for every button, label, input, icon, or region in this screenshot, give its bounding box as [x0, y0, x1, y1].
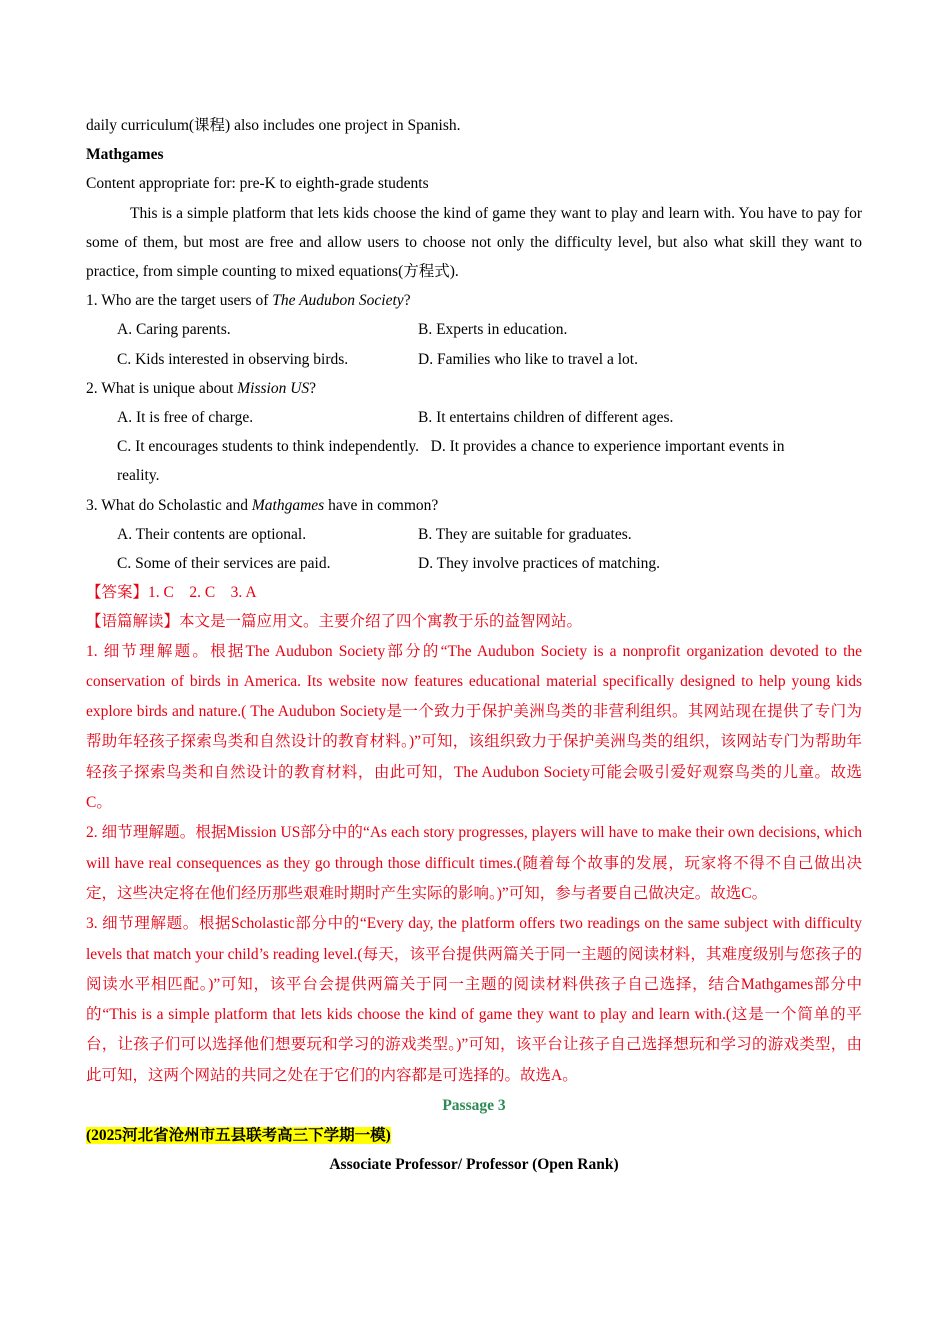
mathgames-heading: Mathgames: [86, 146, 164, 164]
question-3-options-row-2: [86, 549, 862, 578]
question-1-stem: 1. Who are the target users of The Audubon Society?: [86, 292, 411, 310]
explanation-2: 2. 细节理解题。根据Mission US部分中的“As each story progresses, players will have to make their own decisions, which will have real consequences as they go through those difficult times.(随着每个故事的发展，玩家将不得不自己做出决定，这些决定将在他们经历那些艰难时期时产生实际的影响。)”可知，参与者要自己做决定。故选C。: [86, 824, 862, 902]
option-d: D. Families who like to travel a lot.: [418, 350, 638, 368]
option-d: D. It provides a chance to experience important events in: [430, 438, 785, 456]
option-c: C. Some of their services are paid.: [117, 554, 331, 572]
question-2-options-row-1: [86, 403, 862, 432]
passage-label: Passage 3: [442, 1097, 506, 1115]
option-b: B. They are suitable for graduates.: [418, 525, 632, 543]
question-3-options-row-1: [86, 520, 862, 549]
option-b: B. Experts in education.: [418, 321, 568, 339]
question-2-option-d-continued: reality.: [117, 467, 160, 485]
mathgames-paragraph: This is a simple platform that lets kids choose the kind of game they want to play and learn with. You have to pay for some of them, but most are free and allow users to choose not only the difficulty level, but also what skill they want to practice, from simple counting to mixed equations(方程式).: [86, 204, 862, 281]
option-c: C. Kids interested in observing birds.: [117, 350, 349, 368]
question-3-stem: 3. What do Scholastic and Mathgames have in common?: [86, 496, 439, 514]
intro-line: daily curriculum(课程) also includes one project in Spanish.: [86, 117, 461, 134]
option-a: A. It is free of charge.: [117, 409, 254, 426]
question-1-options-row-1: [86, 315, 862, 344]
question-2-options-row-2: [86, 432, 862, 461]
analysis-title: 【语篇解读】本文是一篇应用文。主要介绍了四个寓教于乐的益智网站。: [86, 613, 583, 631]
option-b: B. It entertains children of different ages.: [418, 409, 674, 426]
next-passage-title: Associate Professor/ Professor (Open Rank): [329, 1156, 619, 1174]
option-d: D. They involve practices of matching.: [418, 554, 661, 572]
mathgames-content-line: Content appropriate for: pre-K to eighth-grade students: [86, 175, 429, 193]
explanation-1: 1. 细节理解题。根据The Audubon Society部分的“The Audubon Society is a nonprofit organization devoted to the conservation of birds in America. Its website now features educational material specifically designed to help young kids explore birds and nature.( The Audubon Society是一个致力于保护美洲鸟类的非营利组织。其网站现在提供了专门为帮助年轻孩子探索鸟类和自然设计的教育材料。)”可知，该组织致力于保护美洲鸟类的组织，该网站专门为帮助年轻孩子探索鸟类和自然设计的教育材料，由此可知，The Audubon Society可能会吸引爱好观察鸟类的儿童。故选C。: [86, 642, 862, 812]
option-c: C. It encourages students to think independently.: [117, 438, 420, 456]
source-tag-line: [86, 1121, 862, 1150]
option-a: A. Caring parents.: [117, 321, 231, 339]
option-a: A. Their contents are optional.: [117, 525, 307, 543]
question-2-stem: 2. What is unique about Mission US?: [86, 379, 317, 397]
question-1-options-row-2: [86, 345, 862, 374]
source-tag: (2025河北省沧州市五县联考高三下学期一模): [86, 1127, 391, 1145]
answer-line: 【答案】1. C 2. C 3. A: [86, 584, 257, 602]
document-page: [86, 111, 862, 1180]
explanation-3: 3. 细节理解题。根据Scholastic部分中的“Every day, the platform offers two readings on the same subject with difficulty levels that match your child’s reading level.(每天，该平台提供两篇关于同一主题的阅读材料，其难度级别与您孩子的阅读水平相匹配。)”可知，该平台会提供两篇关于同一主题的阅读材料供孩子自己选择，结合Mathgames部分中的“This is a simple platform that lets kids choose the kind of game they want to play and learn with.(这是一个简单的平台，让孩子们可以选择他们想要玩和学习的游戏类型。)”可知，该平台让孩子自己选择想玩和学习的游戏类型，由此可知，这两个网站的共同之处在于它们的内容都是可选择的。故选A。: [86, 915, 862, 1084]
